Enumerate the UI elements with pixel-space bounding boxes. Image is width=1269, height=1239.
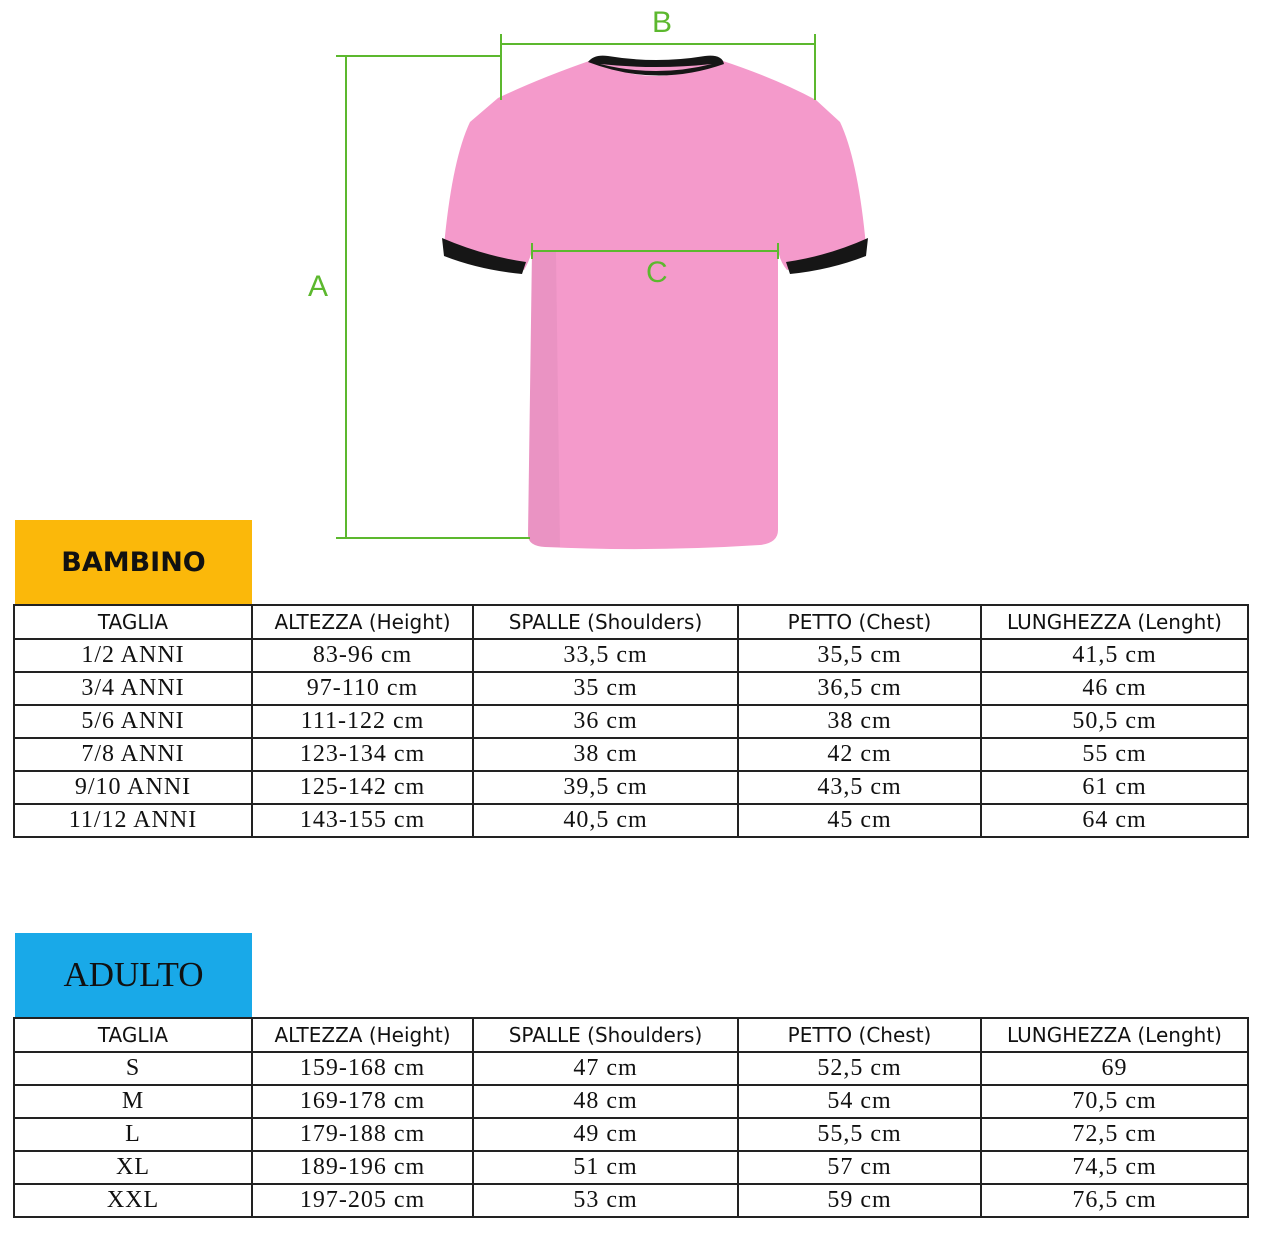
- table-cell: 47 cm: [473, 1052, 738, 1085]
- table-cell: 43,5 cm: [738, 771, 981, 804]
- table-cell: 189-196 cm: [252, 1151, 473, 1184]
- table-cell: 55,5 cm: [738, 1118, 981, 1151]
- table-row: [14, 705, 1248, 738]
- table-row: [14, 738, 1248, 771]
- tshirt-measurement-diagram: [0, 0, 1269, 560]
- table-cell: 36 cm: [473, 705, 738, 738]
- table-cell: 50,5 cm: [981, 705, 1248, 738]
- table-cell: 9/10 ANNI: [14, 771, 252, 804]
- table-cell: 11/12 ANNI: [14, 804, 252, 837]
- table-header-row: [14, 1018, 1248, 1052]
- table-cell: 48 cm: [473, 1085, 738, 1118]
- table-cell: 123-134 cm: [252, 738, 473, 771]
- table-cell: 111-122 cm: [252, 705, 473, 738]
- table-cell: 42 cm: [738, 738, 981, 771]
- table-cell: 69: [981, 1052, 1248, 1085]
- table-cell: 59 cm: [738, 1184, 981, 1217]
- column-header: SPALLE (Shoulders): [473, 1018, 738, 1052]
- table-cell: 33,5 cm: [473, 639, 738, 672]
- table-cell: XL: [14, 1151, 252, 1184]
- column-header: TAGLIA: [14, 1018, 252, 1052]
- table-cell: 1/2 ANNI: [14, 639, 252, 672]
- table-cell: XXL: [14, 1184, 252, 1217]
- label-a: A: [308, 270, 329, 303]
- column-header: LUNGHEZZA (Lenght): [981, 1018, 1248, 1052]
- column-header: LUNGHEZZA (Lenght): [981, 605, 1248, 639]
- table-cell: 53 cm: [473, 1184, 738, 1217]
- label-b: B: [652, 6, 673, 39]
- table-cell: 39,5 cm: [473, 771, 738, 804]
- bambino-title: BAMBINO: [61, 546, 206, 578]
- table-row: [14, 1085, 1248, 1118]
- table-cell: 143-155 cm: [252, 804, 473, 837]
- table-cell: 57 cm: [738, 1151, 981, 1184]
- label-c: C: [646, 256, 668, 289]
- table-cell: 36,5 cm: [738, 672, 981, 705]
- table-cell: 46 cm: [981, 672, 1248, 705]
- table-cell: 35 cm: [473, 672, 738, 705]
- bambino-section-tag: [15, 520, 252, 604]
- table-cell: 38 cm: [473, 738, 738, 771]
- table-cell: 83-96 cm: [252, 639, 473, 672]
- table-row: [14, 639, 1248, 672]
- table-cell: 41,5 cm: [981, 639, 1248, 672]
- table-cell: 61 cm: [981, 771, 1248, 804]
- table-cell: 51 cm: [473, 1151, 738, 1184]
- table-cell: 159-168 cm: [252, 1052, 473, 1085]
- column-header: ALTEZZA (Height): [252, 1018, 473, 1052]
- table-cell: S: [14, 1052, 252, 1085]
- table-row: [14, 1184, 1248, 1217]
- table-row: [14, 771, 1248, 804]
- table-header-row: [14, 605, 1248, 639]
- table-cell: 49 cm: [473, 1118, 738, 1151]
- table-row: [14, 1118, 1248, 1151]
- table-cell: 55 cm: [981, 738, 1248, 771]
- table-cell: 125-142 cm: [252, 771, 473, 804]
- table-cell: 54 cm: [738, 1085, 981, 1118]
- table-row: [14, 1151, 1248, 1184]
- table-cell: 76,5 cm: [981, 1184, 1248, 1217]
- table-cell: 38 cm: [738, 705, 981, 738]
- table-cell: 45 cm: [738, 804, 981, 837]
- table-row: [14, 672, 1248, 705]
- table-cell: 74,5 cm: [981, 1151, 1248, 1184]
- table-cell: 197-205 cm: [252, 1184, 473, 1217]
- column-header: TAGLIA: [14, 605, 252, 639]
- bambino-size-table: [13, 604, 1249, 838]
- table-row: [14, 1052, 1248, 1085]
- table-cell: 70,5 cm: [981, 1085, 1248, 1118]
- tshirt-body: [444, 60, 866, 549]
- table-cell: 169-178 cm: [252, 1085, 473, 1118]
- table-cell: 72,5 cm: [981, 1118, 1248, 1151]
- table-cell: 52,5 cm: [738, 1052, 981, 1085]
- table-cell: L: [14, 1118, 252, 1151]
- column-header: SPALLE (Shoulders): [473, 605, 738, 639]
- adulto-size-table: [13, 1017, 1249, 1218]
- table-cell: 97-110 cm: [252, 672, 473, 705]
- table-cell: 5/6 ANNI: [14, 705, 252, 738]
- adulto-section-tag: [15, 933, 252, 1017]
- adulto-title: ADULTO: [63, 955, 204, 994]
- column-header: PETTO (Chest): [738, 1018, 981, 1052]
- tshirt-shading: [528, 250, 560, 547]
- table-cell: 40,5 cm: [473, 804, 738, 837]
- table-cell: 3/4 ANNI: [14, 672, 252, 705]
- column-header: ALTEZZA (Height): [252, 605, 473, 639]
- table-cell: M: [14, 1085, 252, 1118]
- table-row: [14, 804, 1248, 837]
- column-header: PETTO (Chest): [738, 605, 981, 639]
- table-cell: 35,5 cm: [738, 639, 981, 672]
- tshirt-illustration: [442, 56, 868, 549]
- table-cell: 7/8 ANNI: [14, 738, 252, 771]
- table-cell: 64 cm: [981, 804, 1248, 837]
- table-cell: 179-188 cm: [252, 1118, 473, 1151]
